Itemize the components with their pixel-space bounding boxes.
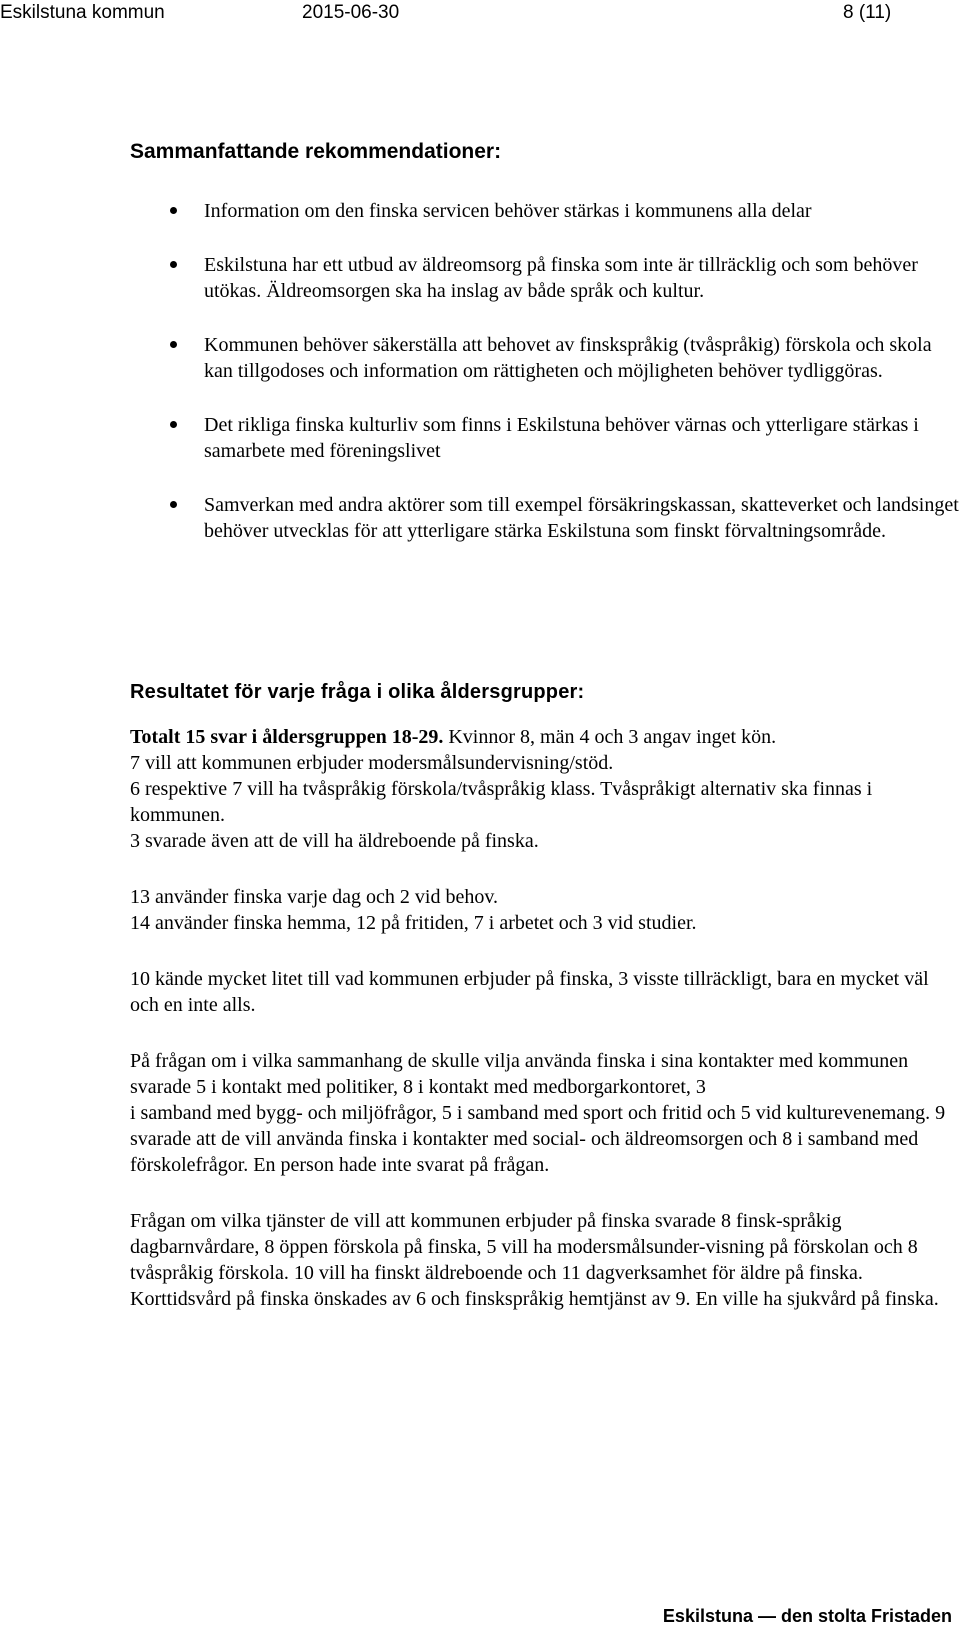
total-count-bold: Totalt 15 svar i åldersgruppen 18-29. xyxy=(130,726,444,748)
list-item xyxy=(0,332,960,384)
header-page-number: 8 (11) xyxy=(843,2,892,23)
bullet-icon xyxy=(170,341,177,348)
list-item xyxy=(0,198,960,224)
summary-heading: Sammanfattande rekommendationer: xyxy=(130,140,502,163)
contacts-paragraph-part1: På frågan om i vilka sammanhang de skulle vilja använda finska i sina kontakter med kommunen svarade 5 i kontakt med politiker, 8 i kontakt med medborgarkontoret, 3 xyxy=(130,1050,909,1098)
recommendation-text: Information om den finska servicen behöver stärkas i kommunens alla delar xyxy=(204,200,812,222)
bullet-icon xyxy=(170,501,177,508)
mother-tongue-line: 7 vill att kommunen erbjuder modersmålsundervisning/stöd. xyxy=(130,752,614,774)
footer-slogan: Eskilstuna — den stolta Fristaden xyxy=(662,1606,952,1626)
services-paragraph: Frågan om vilka tjänster de vill att kommunen erbjuder på finska svarade 8 finsk-språkig dagbarnvårdare, 8 öppen förskola på finska, 5 vill ha modersmålsunder-visning på förskolan och 8 tvåspråkig förskola. 10 vill ha finskt äldreboende och 11 dagverksamhet för äldre på finska. Korttidsvård på finska önskades av 6 och finskspråkig hemtjänst av 9. En ville ha sjukvård på finska. xyxy=(130,1210,939,1310)
recommendation-text: Kommunen behöver säkerställa att behovet av finskspråkig (tvåspråkig) förskola och skola kan tillgodoses och information om rättigheten och möjligheten behöver tydliggöras. xyxy=(204,334,932,382)
bullet-icon xyxy=(170,421,177,428)
bullet-icon xyxy=(170,207,177,214)
bullet-icon xyxy=(170,261,177,268)
recommendation-text: Det rikliga finska kulturliv som finns i Eskilstuna behöver värnas och ytterligare stärkas i samarbete med föreningslivet xyxy=(204,414,919,462)
list-item xyxy=(0,492,960,544)
usage-context-line: 14 använder finska hemma, 12 på fritiden, 7 i arbetet och 3 vid studier. xyxy=(130,912,697,934)
bilingual-line: 6 respektive 7 vill ha tvåspråkig förskola/tvåspråkig klass. Tvåspråkigt alternativ ska finnas i kommunen. xyxy=(130,778,873,826)
contacts-paragraph-part2: i samband med bygg- och miljöfrågor, 5 i samband med sport och fritid och 5 vid kulturevenemang. 9 svarade att de vill använda finska i kontakter med social- och äldreomsorgen och 8 i samband med förskolefrågor. En person hade inte svarat på frågan. xyxy=(130,1102,946,1176)
recommendation-list xyxy=(0,198,960,572)
gender-breakdown: Kvinnor 8, män 4 och 3 angav inget kön. xyxy=(443,726,777,748)
list-item xyxy=(0,252,960,304)
list-item xyxy=(0,412,960,464)
recommendation-text: Eskilstuna har ett utbud av äldreomsorg på finska som inte är tillräcklig och som behöver utökas. Äldreomsorgen ska ha inslag av både språk och kultur. xyxy=(204,254,918,302)
knowledge-paragraph: 10 kände mycket litet till vad kommunen erbjuder på finska, 3 visste tillräckligt, bara en mycket väl och en inte alls. xyxy=(130,968,929,1016)
header-organization: Eskilstuna kommun xyxy=(0,2,165,23)
results-heading: Resultatet för varje fråga i olika åldersgrupper: xyxy=(130,681,585,703)
total-paragraph xyxy=(130,724,950,750)
elderly-care-line: 3 svarade även att de vill ha äldreboende på finska. xyxy=(130,830,539,852)
results-body xyxy=(130,724,950,1312)
page-header xyxy=(0,0,960,30)
header-date: 2015-06-30 xyxy=(302,2,400,23)
daily-usage-line: 13 använder finska varje dag och 2 vid behov. xyxy=(130,886,499,908)
recommendation-text: Samverkan med andra aktörer som till exempel försäkringskassan, skatteverket och landsinget behöver utvecklas för att ytterligare stärka Eskilstuna som finskt förvaltningsområde. xyxy=(204,494,959,542)
